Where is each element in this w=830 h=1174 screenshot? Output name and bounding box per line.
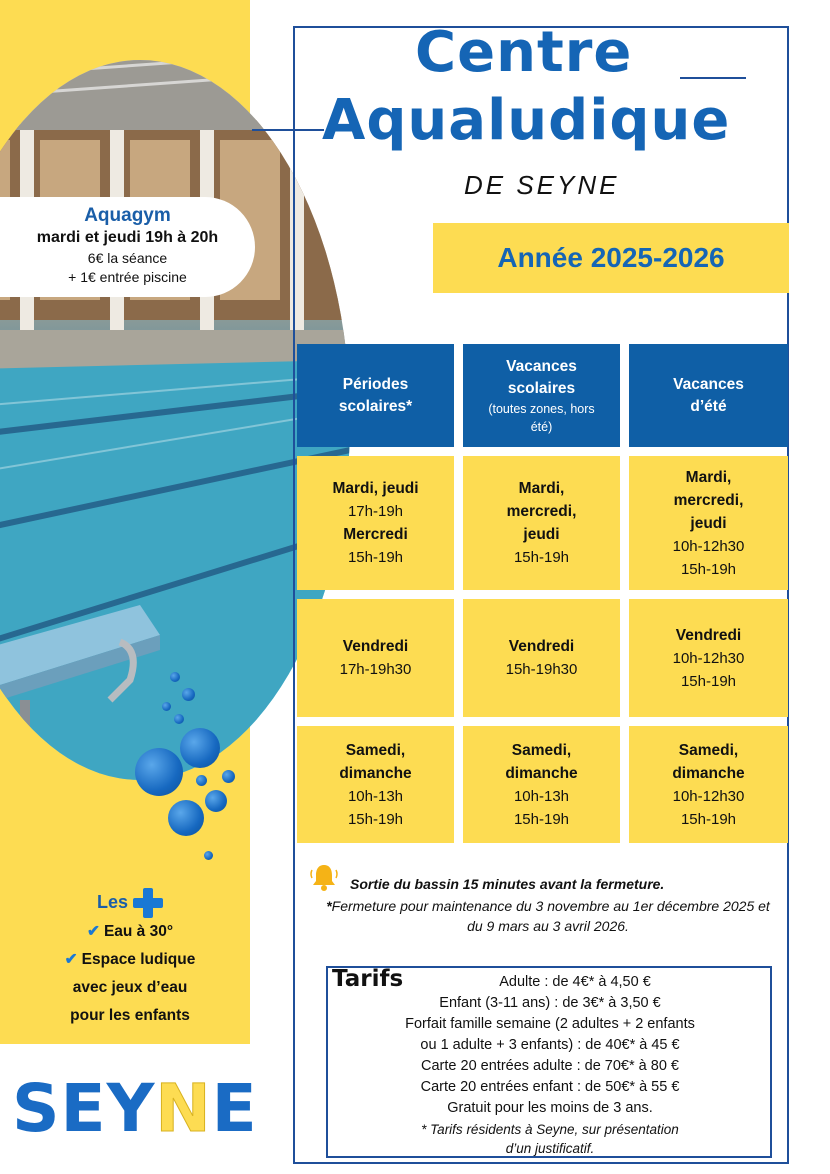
plus-item-text: Eau à 30° — [103, 923, 174, 940]
bubble-icon — [222, 770, 235, 783]
bubble-icon — [182, 688, 195, 701]
plus-item-continued: pour les enfants — [70, 1007, 190, 1024]
cell-days: Mercredi — [343, 526, 408, 543]
cell-hours: 15h-19h — [513, 810, 570, 828]
cell-days: Mardi, mercredi, jeudi — [673, 468, 744, 532]
plus-item — [30, 918, 230, 946]
aquagym-panel — [0, 197, 255, 297]
tarif-line: Gratuit pour les moins de 3 ans. — [447, 1100, 653, 1116]
logo-text: SEY — [12, 1070, 156, 1147]
cell-hours: 17h-19h — [347, 503, 404, 520]
tarif-line: ou 1 adulte + 3 enfants) : de 40€* à 45 € — [420, 1037, 680, 1053]
logo-text-accent: N — [155, 1070, 212, 1147]
page-title-line1: Centre — [415, 20, 633, 85]
column-title: Vacances scolaires — [506, 357, 577, 397]
aquagym-extra: + 1€ entrée piscine — [68, 269, 187, 285]
decor-line — [680, 77, 746, 79]
column-title: Vacances d’été — [673, 375, 744, 415]
plus-item-continued: avec jeux d’eau — [72, 979, 188, 996]
bubble-icon — [204, 851, 213, 860]
schedule-cell — [629, 726, 788, 843]
schedule-cell — [629, 599, 788, 717]
tarif-note: * Tarifs résidents à Seyne, sur présentation — [421, 1122, 679, 1137]
decor-line — [252, 129, 324, 131]
bubble-icon — [135, 748, 183, 796]
year-label: Année 2025-2026 — [497, 242, 725, 273]
tarif-line: Adulte : de 4€* à 4,50 € — [499, 974, 651, 990]
tarif-line: Forfait famille semaine (2 adultes + 2 enfants — [405, 1016, 695, 1032]
bubble-icon — [205, 790, 227, 812]
tarifs-title: Tarifs — [332, 966, 404, 992]
cell-hours: 15h-19h — [680, 672, 737, 690]
cell-days: Samedi, dimanche — [339, 741, 412, 782]
cell-days: Samedi, dimanche — [505, 741, 578, 782]
logo-text-end: E — [211, 1070, 258, 1147]
bubble-icon — [168, 800, 204, 836]
cell-hours: 15h-19h — [680, 810, 737, 828]
schedule-cell — [629, 456, 788, 590]
cell-hours: 10h-12h30 — [672, 537, 745, 555]
column-header-holidays — [463, 344, 620, 447]
cell-days: Vendredi — [508, 638, 575, 655]
cell-hours: 15h-19h — [347, 549, 404, 566]
bubble-icon — [170, 672, 180, 682]
cell-hours: 10h-12h30 — [672, 649, 745, 667]
bubble-icon — [174, 714, 184, 724]
cell-hours: 10h-13h — [513, 787, 570, 805]
aquagym-title: Aquagym — [84, 205, 171, 226]
cell-hours: 10h-12h30 — [672, 787, 745, 805]
page-subtitle: DE SEYNE — [464, 170, 620, 200]
tarif-line: Carte 20 entrées adulte : de 70€* à 80 € — [421, 1058, 679, 1074]
plus-heading — [30, 888, 230, 918]
cell-hours: 17h-19h30 — [339, 661, 412, 678]
tarif-line: Enfant (3-11 ans) : de 3€* à 3,50 € — [439, 995, 661, 1011]
cell-days: Vendredi — [675, 626, 742, 644]
year-banner — [433, 223, 789, 293]
cell-hours: 15h-19h — [680, 560, 737, 578]
schedule-cell — [463, 599, 620, 717]
cell-days: Mardi, jeudi — [332, 480, 419, 497]
maintenance-star: * — [326, 898, 332, 914]
bubble-icon — [196, 775, 207, 786]
schedule-cell — [463, 726, 620, 843]
column-header-summer — [629, 344, 788, 447]
plus-item-text: Espace ludique — [81, 951, 196, 968]
cell-days: Samedi, dimanche — [672, 741, 745, 782]
plus-item — [30, 946, 230, 974]
column-header-school — [297, 344, 454, 447]
schedule-cell — [463, 456, 620, 590]
aquagym-price: 6€ la séance — [87, 250, 168, 266]
schedule-cell — [297, 599, 454, 717]
check-icon: ✔ — [86, 923, 100, 940]
maintenance-note — [326, 896, 770, 936]
tarif-line: Carte 20 entrées enfant : de 50€* à 55 € — [420, 1079, 680, 1095]
cell-days: Mardi, mercredi, jeudi — [506, 480, 577, 543]
plus-section — [30, 888, 230, 1030]
seyne-logo — [12, 1070, 258, 1147]
bubble-icon — [162, 702, 171, 711]
bell-icon — [310, 862, 338, 892]
maintenance-text: Fermeture pour maintenance du 3 novembre au 1er décembre 2025 et du 9 mars au 3 avril 2026. — [331, 898, 770, 934]
schedule-cell — [297, 726, 454, 843]
bubble-icon — [180, 728, 220, 768]
schedule-cell — [297, 456, 454, 590]
aquagym-days: mardi et jeudi 19h à 20h — [36, 229, 219, 246]
check-icon: ✔ — [64, 951, 78, 968]
closing-note: Sortie du bassin 15 minutes avant la fermeture. — [350, 876, 665, 892]
cell-hours: 10h-13h — [347, 787, 404, 805]
cell-hours: 15h-19h — [513, 549, 570, 566]
column-subtitle: (toutes zones, hors été) — [488, 401, 595, 434]
cell-days: Vendredi — [342, 638, 409, 655]
column-title: Périodes scolaires* — [338, 375, 413, 415]
page-title-line2: Aqualudique — [322, 88, 731, 153]
cell-hours: 15h-19h30 — [505, 661, 578, 678]
plus-icon — [133, 888, 163, 918]
plus-label: Les — [96, 891, 128, 912]
tarif-note: d’un justificatif. — [505, 1141, 595, 1156]
cell-hours: 15h-19h — [347, 810, 404, 828]
